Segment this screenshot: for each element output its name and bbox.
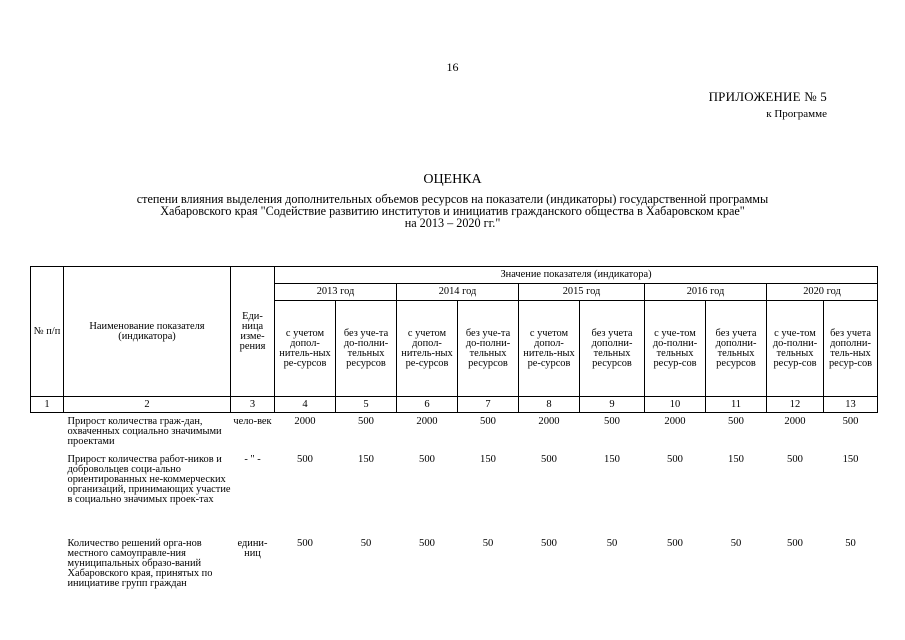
- value-cell: 500: [480, 416, 496, 427]
- value-cell: 500: [667, 537, 683, 549]
- value-cell: 2000: [294, 416, 316, 427]
- header-sub-without: без учета дополни-тельных ресурсов: [706, 301, 767, 397]
- value-cell: 500: [541, 537, 557, 549]
- indicator-name: Прирост количества граж-дан, охваченных социально значимыми проектами: [67, 416, 222, 447]
- header-sub-without: без учета дополни-тельных ресурсов: [580, 301, 645, 397]
- unit-cell: едини-ниц: [237, 537, 268, 559]
- header-sub-without: без уче-та до-полни-тельных ресурсов: [458, 301, 519, 397]
- value-cell: 500: [419, 453, 435, 465]
- column-number-row: [31, 397, 878, 413]
- indicator-name: Количество решений орга-нов местного самоуправле-ния муниципальных образо-ваний Хабаровского края, принятых по инициативе групп граждан: [67, 537, 213, 589]
- document-heading: ОЦЕНКА: [423, 172, 482, 187]
- header-value-group: Значение показателя (индикатора): [275, 267, 878, 284]
- appendix-title: ПРИЛОЖЕНИЕ № 5: [708, 89, 827, 104]
- value-cell: 500: [667, 453, 683, 465]
- column-number: 1: [31, 397, 64, 413]
- table-row: [31, 413, 878, 451]
- column-number: 4: [275, 397, 336, 413]
- indicators-table: [30, 266, 878, 609]
- header-year-2020: 2020 год: [767, 284, 878, 301]
- value-cell: 2000: [538, 416, 560, 427]
- subheading-line: степени влияния выделения дополнительных объемов ресурсов на показатели (индикаторы) государственной программы: [136, 192, 769, 206]
- value-cell: 50: [845, 537, 856, 549]
- column-number: 12: [767, 397, 824, 413]
- header-year-2014: 2014 год: [397, 284, 519, 301]
- header-sub-without: без учета дополни-тель-ных ресур-сов: [824, 301, 878, 397]
- value-cell: 500: [297, 453, 313, 465]
- column-number: 11: [706, 397, 767, 413]
- value-cell: 50: [606, 537, 618, 549]
- header-sub-with: с уче-том до-полни-тельных ресур-сов: [645, 301, 706, 397]
- value-cell: 150: [728, 453, 744, 465]
- document-subheading: [40, 193, 865, 229]
- value-cell: 500: [728, 416, 744, 427]
- column-number: 5: [336, 397, 397, 413]
- indicator-name: Прирост количества работ-ников и добровольцев соци-ально ориентированных не-коммерческих организаций, принимающих участие в социально значимых проек-тах: [67, 453, 231, 505]
- value-cell: 2000: [784, 416, 806, 427]
- table-row: [31, 451, 878, 535]
- appendix-subtitle: к Программе: [766, 108, 827, 120]
- header-sub-without: без уче-та до-полни-тельных ресурсов: [336, 301, 397, 397]
- header-year-2013: 2013 год: [275, 284, 397, 301]
- value-cell: 500: [419, 537, 435, 549]
- column-number: 6: [397, 397, 458, 413]
- value-cell: 500: [842, 416, 859, 427]
- header-num: № п/п: [31, 267, 64, 397]
- header-sub-with: с учетом допол-нитель-ных ре-сурсов: [519, 301, 580, 397]
- value-cell: 500: [297, 537, 313, 549]
- value-cell: 2000: [416, 416, 438, 427]
- value-cell: 150: [842, 453, 859, 465]
- column-number: 3: [231, 397, 275, 413]
- subheading-line: Хабаровского края "Содействие развитию институтов и инициатив гражданского общества в Хабаровском крае": [160, 204, 745, 218]
- value-cell: 500: [541, 453, 557, 465]
- page-number: 16: [446, 60, 459, 74]
- header-unit: Еди-ница изме-рения: [231, 267, 275, 397]
- value-cell: 150: [480, 453, 496, 465]
- column-number: 8: [519, 397, 580, 413]
- column-number: 7: [458, 397, 519, 413]
- unit-cell: чело-век: [233, 416, 272, 427]
- value-cell: 150: [358, 453, 374, 465]
- table-row: [31, 535, 878, 609]
- value-cell: 500: [787, 453, 803, 465]
- header-sub-with: с учетом допол-нитель-ных ре-сурсов: [275, 301, 336, 397]
- value-cell: 50: [360, 537, 372, 549]
- value-cell: 150: [604, 453, 620, 465]
- column-number: 9: [580, 397, 645, 413]
- header-indicator-name: Наименование показателя (индикатора): [64, 267, 231, 397]
- column-number: 13: [824, 397, 878, 413]
- value-cell: 500: [358, 416, 374, 427]
- header-year-2016: 2016 год: [645, 284, 767, 301]
- column-number: 2: [64, 397, 231, 413]
- header-sub-with: с учетом допол-нитель-ных ре-сурсов: [397, 301, 458, 397]
- subheading-line: на 2013 – 2020 гг.": [404, 216, 501, 230]
- unit-cell: - " -: [244, 453, 261, 465]
- value-cell: 500: [787, 537, 803, 549]
- value-cell: 50: [482, 537, 494, 549]
- value-cell: 50: [730, 537, 742, 549]
- value-cell: 500: [604, 416, 620, 427]
- value-cell: 2000: [664, 416, 686, 427]
- header-year-2015: 2015 год: [519, 284, 645, 301]
- column-number: 10: [645, 397, 706, 413]
- header-sub-with: с уче-том до-полни-тельных ресур-сов: [767, 301, 824, 397]
